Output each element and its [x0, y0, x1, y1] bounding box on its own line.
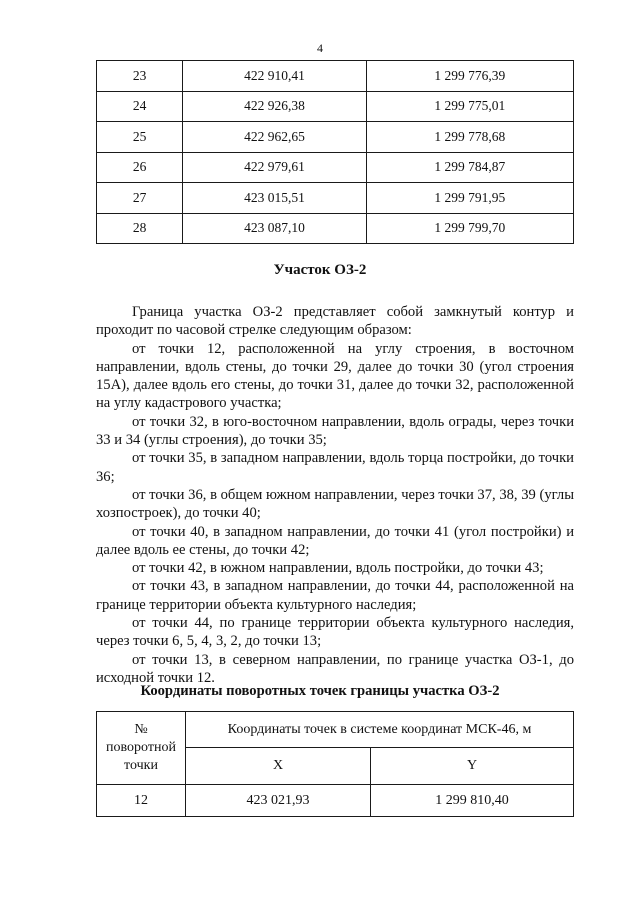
paragraph: от точки 35, в западном направлении, вдоль торца постройки, до точки 36; [96, 450, 574, 485]
point-number-cell: 26 [97, 152, 183, 183]
y-coordinate-cell: 1 299 791,95 [366, 183, 573, 214]
point-number-cell: 12 [97, 785, 186, 817]
table-row [97, 61, 574, 92]
boundary-description [96, 303, 574, 687]
x-coordinate-cell: 423 021,93 [186, 785, 371, 817]
y-coordinate-cell: 1 299 799,70 [366, 213, 573, 244]
header-no-line3: точки [124, 758, 158, 773]
y-coordinate-cell: 1 299 775,01 [366, 91, 573, 122]
header-coordinate-system: Координаты точек в системе координат МСК-46, м [186, 712, 574, 748]
table-row [97, 152, 574, 183]
x-coordinate-cell: 423 015,51 [183, 183, 366, 214]
point-number-cell: 28 [97, 213, 183, 244]
table-header-row [97, 712, 574, 748]
paragraph: от точки 36, в общем южном направлении, через точки 37, 38, 39 (углы хозпостроек), до точки 40; [96, 486, 574, 522]
section-title: Участок ОЗ-2 [273, 262, 367, 278]
table-row [97, 213, 574, 244]
x-coordinate-cell: 422 962,65 [183, 122, 366, 153]
header-no-line2: поворотной [106, 740, 176, 755]
table-row [97, 183, 574, 214]
header-no-line1: № [134, 722, 148, 737]
table-row [97, 91, 574, 122]
y-coordinate-cell: 1 299 778,68 [366, 122, 573, 153]
paragraph: от точки 13, в северном направлении, по границе участка ОЗ-1, до исходной точки 12. [96, 651, 574, 686]
paragraph: от точки 40, в западном направлении, до точки 41 (угол постройки) и далее вдоль ее стены, до точки 42; [96, 523, 574, 558]
x-coordinate-cell: 422 926,38 [183, 91, 366, 122]
coordinates-table-title: Координаты поворотных точек границы участка ОЗ-2 [140, 683, 500, 699]
header-point-number [97, 712, 186, 785]
paragraph: Граница участка ОЗ-2 представляет собой замкнутый контур и проходит по часовой стрелке следующим образом: [96, 304, 574, 339]
y-coordinate-cell: 1 299 784,87 [366, 152, 573, 183]
paragraph: от точки 12, расположенной на углу строения, в восточном направлении, вдоль стены, до точки 29, далее до точки 30 (угол строения 15А), далее вдоль его стены, до точки 31, далее до точки 32, расположенной на углу кадастрового участка; [96, 340, 574, 412]
page-number: 4 [317, 41, 323, 55]
point-number-cell: 27 [97, 183, 183, 214]
table-row [97, 785, 574, 817]
coordinates-table-bottom [96, 711, 574, 817]
coordinates-table-top [96, 60, 574, 244]
point-number-cell: 25 [97, 122, 183, 153]
table-row [97, 122, 574, 153]
paragraph: от точки 43, в западном направлении, до точки 44, расположенной на границе территории объекта культурного наследия; [96, 578, 574, 613]
header-x: X [186, 748, 371, 785]
x-coordinate-cell: 422 910,41 [183, 61, 366, 92]
paragraph: от точки 32, в юго-восточном направлении, вдоль ограды, через точки 33 и 34 (углы строения), до точки 35; [96, 413, 574, 449]
x-coordinate-cell: 423 087,10 [183, 213, 366, 244]
y-coordinate-cell: 1 299 810,40 [371, 785, 574, 817]
paragraph: от точки 42, в южном направлении, вдоль постройки, до точки 43; [132, 560, 544, 577]
y-coordinate-cell: 1 299 776,39 [366, 61, 573, 92]
x-coordinate-cell: 422 979,61 [183, 152, 366, 183]
point-number-cell: 24 [97, 91, 183, 122]
paragraph: от точки 44, по границе территории объекта культурного наследия, через точки 6, 5, 4, 3, 2, до точки 13; [96, 615, 574, 650]
point-number-cell: 23 [97, 61, 183, 92]
header-y: Y [371, 748, 574, 785]
